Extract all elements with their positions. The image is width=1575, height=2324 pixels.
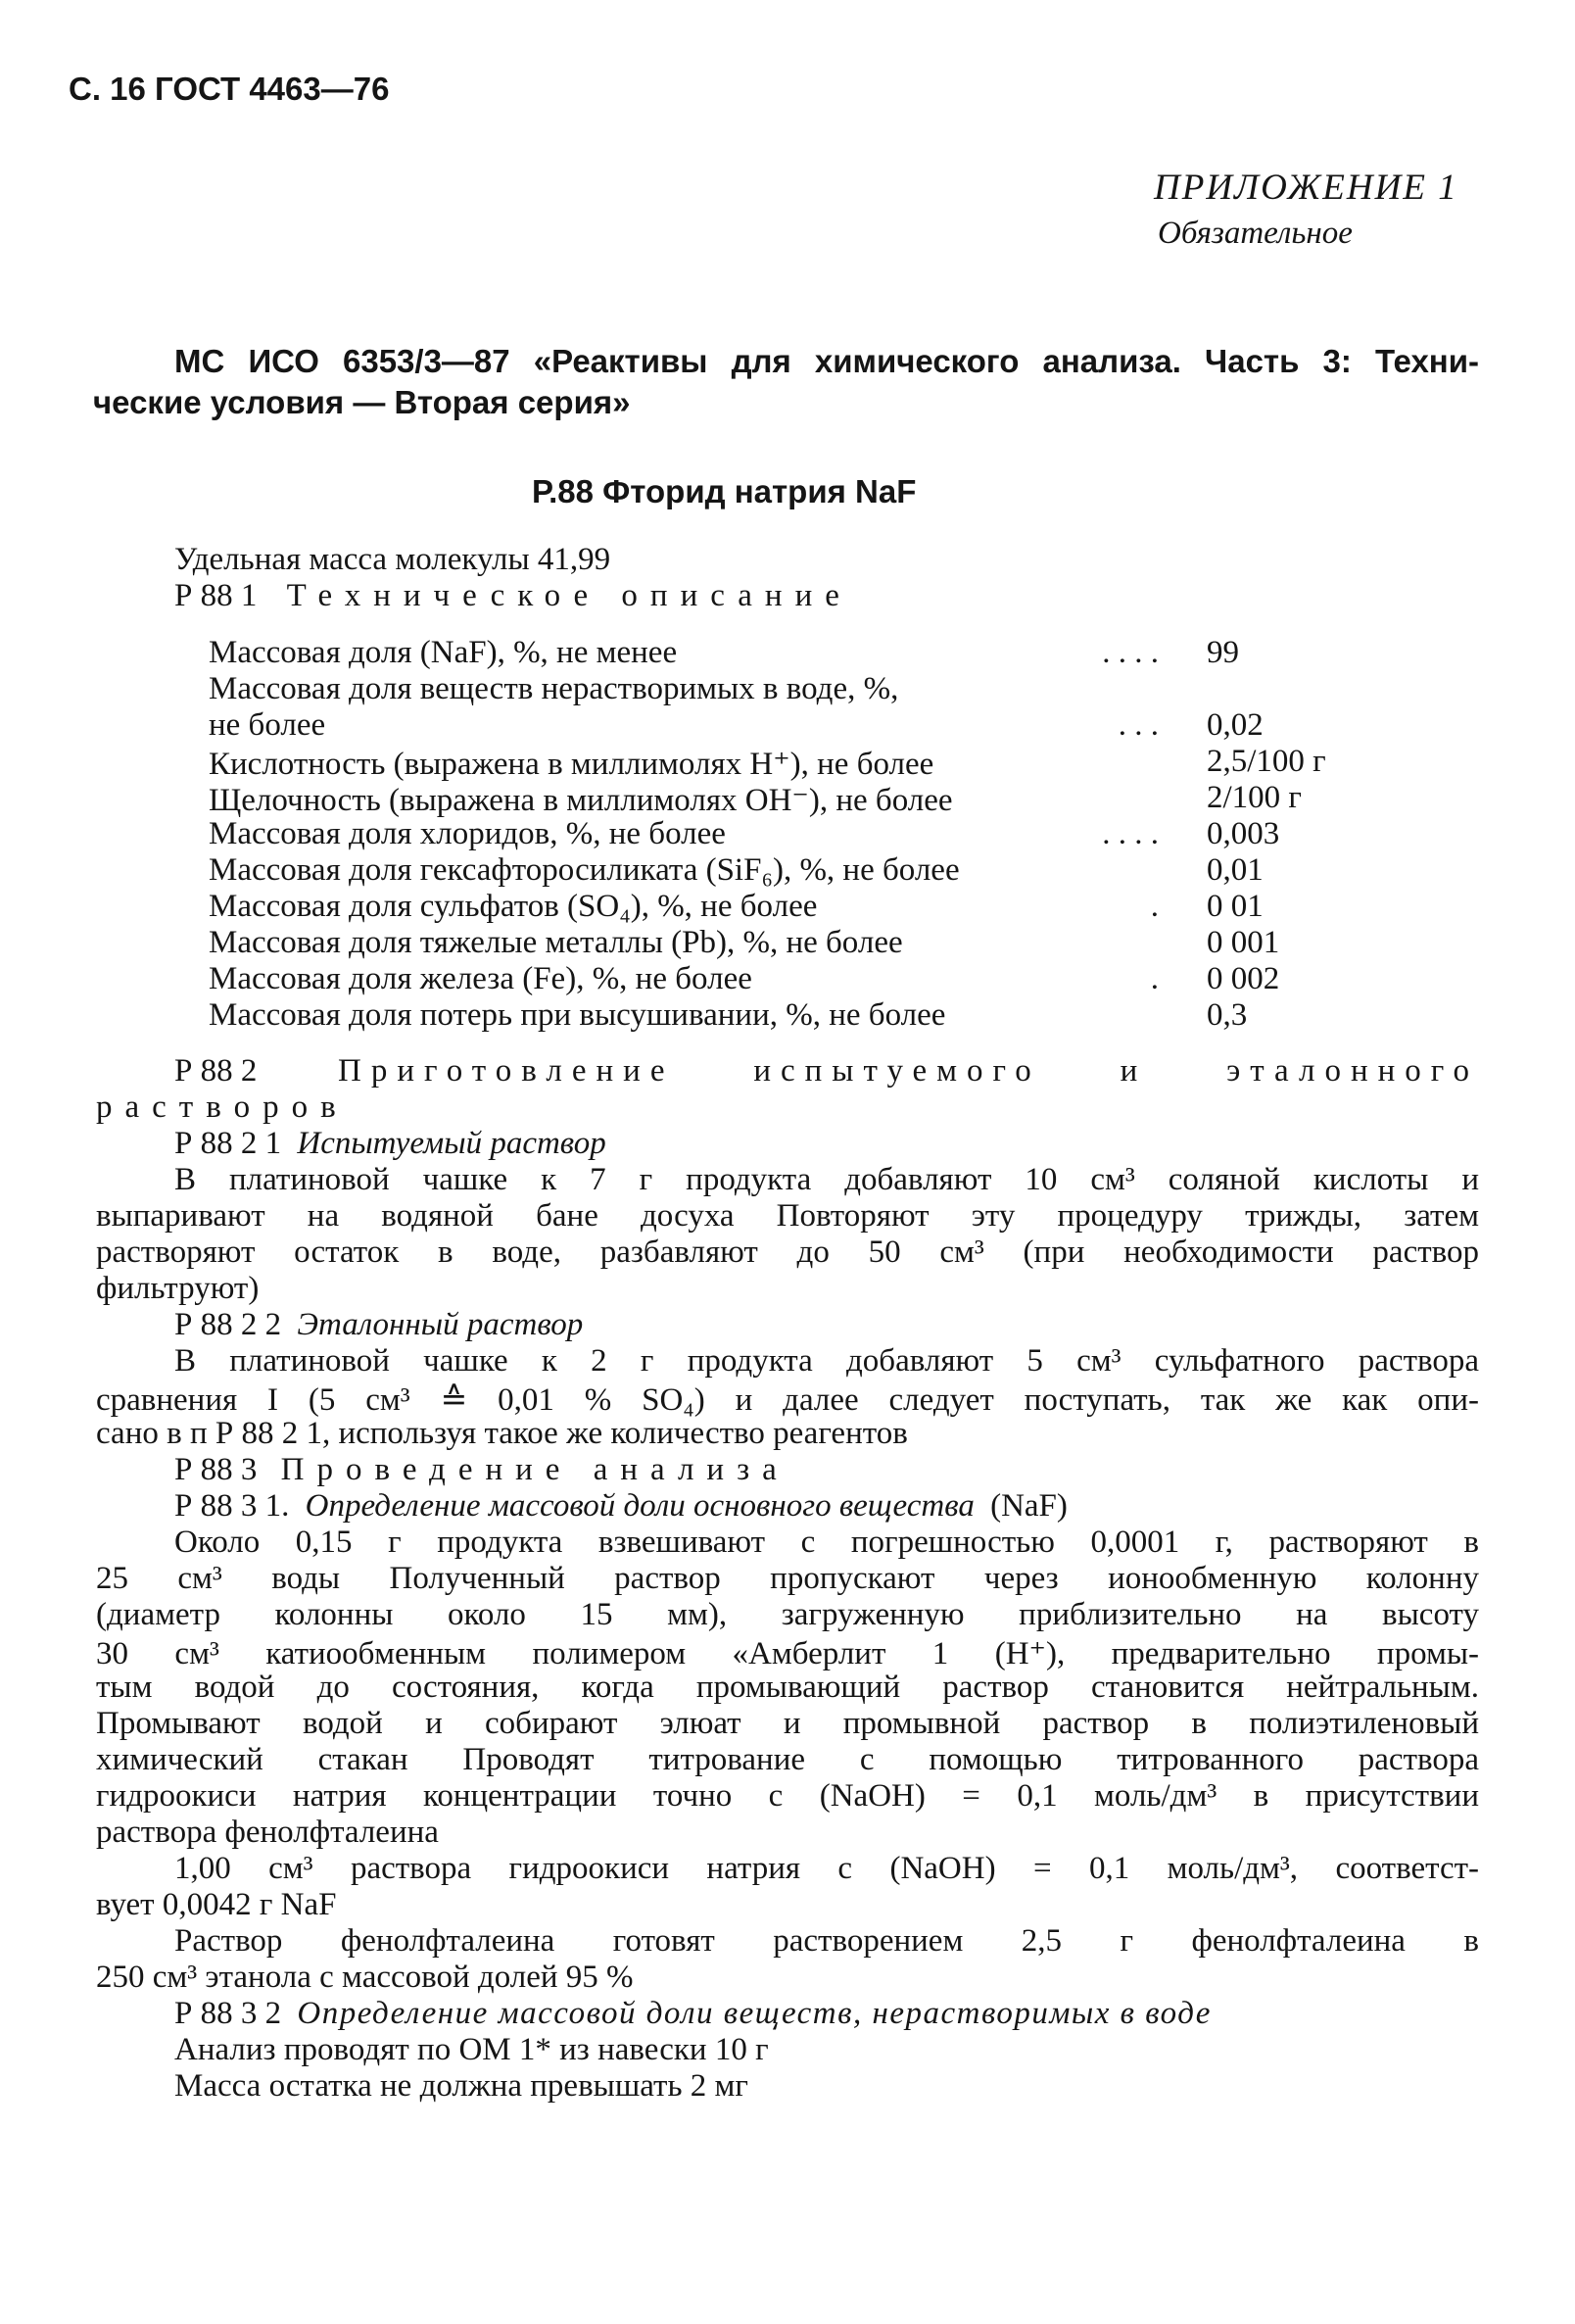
text-line: химический стакан Проводят титрование с помощью титрованного раствора <box>96 1742 1479 1777</box>
subsection-title: Техническое описание <box>286 578 852 613</box>
subsection-number: Р 88 2 2 <box>174 1307 282 1342</box>
subsection-number: Р 88 2 1 <box>174 1126 282 1161</box>
spec-row <box>209 925 1159 961</box>
subsection-number: Р 88 3 1. <box>174 1488 290 1524</box>
text-line: 30 см³ катиообменным полимером «Амберлит 1 (H⁺), предварительно промы- <box>96 1636 1479 1671</box>
text-line: Раствор фенолфталеина готовят растворением 2,5 г фенолфталеина в <box>174 1923 1479 1959</box>
spec-label: Массовая доля сульфатов (SO₄), %, не более <box>209 889 818 924</box>
spec-row <box>209 744 1159 783</box>
spec-value: 0 001 <box>1207 925 1280 960</box>
spec-label: Щелочность (выражена в миллимолях OH⁻), не более <box>209 783 953 818</box>
spec-dots: . . . . <box>1102 635 1159 670</box>
spec-row <box>209 997 1159 1034</box>
subsection-heading <box>174 1488 1068 1525</box>
text-line: 25 см³ воды Полученный раствор пропускают через ионообменную колонну <box>96 1561 1479 1596</box>
text-line: 250 см³ этанола с массовой долей 95 % <box>96 1960 634 1995</box>
spec-label: Массовая доля хлоридов, %, не более <box>209 816 726 851</box>
subsection-number: Р 88 1 <box>174 578 258 613</box>
subsection-heading <box>174 578 852 614</box>
spec-value: 2,5/100 г <box>1207 744 1326 779</box>
standard-title-line: МС ИСО 6353/3—87 «Реактивы для химического анализа. Часть 3: Техни- <box>174 343 1479 379</box>
subsection-title: Определение массовой доли основного вещества <box>305 1488 975 1524</box>
text-line: В платиновой чашке к 2 г продукта добавляют 5 см³ сульфатного раствора <box>174 1343 1479 1379</box>
subsection-heading <box>174 1307 583 1343</box>
section-title <box>532 473 916 511</box>
text-line: фильтруют) <box>96 1271 260 1306</box>
subsection-formula: (NaF) <box>990 1488 1068 1524</box>
spec-label: Массовая доля тяжелые металлы (Pb), %, не более <box>209 925 903 960</box>
text-line: Масса остатка не должна превышать 2 мг <box>174 2068 748 2104</box>
spec-label: Массовая доля потерь при высушивании, %, не более <box>209 997 946 1033</box>
text-line: вует 0,0042 г NaF <box>96 1887 337 1922</box>
appendix-title: ПРИЛОЖЕНИЕ 1 <box>1154 168 1458 208</box>
spec-value: 99 <box>1207 635 1239 670</box>
spec-label: не более <box>209 707 326 743</box>
spec-label: Массовая доля железа (Fe), %, не более <box>209 961 752 996</box>
section-title-text: Р.88 Фторид натрия NaF <box>532 473 917 509</box>
text-line: выпаривают на водяной бане досуха Повторяют эту процедуру трижды, затем <box>96 1198 1479 1234</box>
text-line: растворяют остаток в воде, разбавляют до 50 см³ (при необходимости раствор <box>96 1235 1479 1270</box>
text-line: В платиновой чашке к 7 г продукта добавляют 10 см³ соляной кислоты и <box>174 1162 1479 1197</box>
text-line: Промывают водой и собирают элюат и промывной раствор в полиэтиленовый <box>96 1706 1479 1741</box>
spec-dots: . . . . <box>1102 816 1159 851</box>
molecular-mass: Удельная масса молекулы 41,99 <box>174 542 611 577</box>
text-line: Около 0,15 г продукта взвешивают с погрешностью 0,0001 г, растворяют в <box>174 1525 1479 1560</box>
spec-label: Массовая доля веществ нерастворимых в воде, %, <box>209 671 899 706</box>
spec-label: Кислотность (выражена в миллимолях H⁺), не более <box>209 747 934 782</box>
spec-dots: . . . <box>1118 707 1159 743</box>
spec-value: 0 01 <box>1207 889 1264 924</box>
standard-title-line: ческие условия — Вторая серия» <box>93 384 631 420</box>
spec-row <box>209 780 1159 819</box>
spec-dots: . <box>1150 961 1159 996</box>
text-line: тым водой до состояния, когда промывающий раствор становится нейтральным. <box>96 1670 1479 1705</box>
text-line: Анализ проводят по ОМ 1* из навески 10 г <box>174 2032 769 2067</box>
spec-row <box>209 816 1159 852</box>
subsection-title: Проведение анализа <box>280 1452 789 1487</box>
spec-row <box>209 707 1159 744</box>
spec-label: Массовая доля (NaF), %, не менее <box>209 635 678 670</box>
text-line: раствора фенолфталеина <box>96 1815 439 1850</box>
subsection-heading <box>174 1996 1212 2032</box>
spec-value: 0 002 <box>1207 961 1280 996</box>
spec-value: 0,003 <box>1207 816 1280 851</box>
subsection-heading <box>174 1126 606 1162</box>
subsection-number: Р 88 3 <box>174 1452 258 1487</box>
subsection-heading <box>174 1452 789 1488</box>
subsection-title: Испытуемый раствор <box>297 1126 606 1161</box>
spec-label: Массовая доля гексафторосиликата (SiF₆), %, не более <box>209 852 960 888</box>
text-line: (диаметр колонны около 15 мм), загруженную приблизительно на высоту <box>96 1597 1479 1632</box>
spec-value: 0,01 <box>1207 852 1264 888</box>
spec-value: 2/100 г <box>1207 780 1302 815</box>
spec-row <box>209 852 1159 889</box>
spec-value: 0,3 <box>1207 997 1248 1033</box>
appendix-status: Обязательное <box>1158 216 1353 251</box>
text-line: гидроокиси натрия концентрации точно c (NaOH) = 0,1 моль/дм³ в присутствии <box>96 1778 1479 1814</box>
spec-row <box>209 889 1159 925</box>
spec-row <box>209 671 1159 707</box>
subsection-number: Р 88 2 <box>174 1053 258 1089</box>
page-reference: С. 16 ГОСТ 4463—76 <box>69 71 390 107</box>
spec-row <box>209 961 1159 997</box>
subsection-title: Приготовление испытуемого и эталонного <box>338 1053 1479 1089</box>
text-line: 1,00 см³ раствора гидроокиси натрия c (NaOH) = 0,1 моль/дм³, соответст- <box>174 1851 1479 1886</box>
subsection-title: Определение массовой доли веществ, нерастворимых в воде <box>297 1996 1212 2031</box>
subsection-number: Р 88 3 2 <box>174 1996 282 2031</box>
spec-row <box>209 635 1159 671</box>
subsection-title: Эталонный раствор <box>297 1307 584 1342</box>
subsection-title-cont: растворов <box>96 1089 349 1125</box>
text-line: сано в п Р 88 2 1, используя такое же количество реагентов <box>96 1416 908 1451</box>
spec-dots: . <box>1150 889 1159 924</box>
text-line: сравнения I (5 см³ ≙ 0,01 % SO₄) и далее следует поступать, так же как опи- <box>96 1382 1479 1418</box>
spec-value: 0,02 <box>1207 707 1264 743</box>
